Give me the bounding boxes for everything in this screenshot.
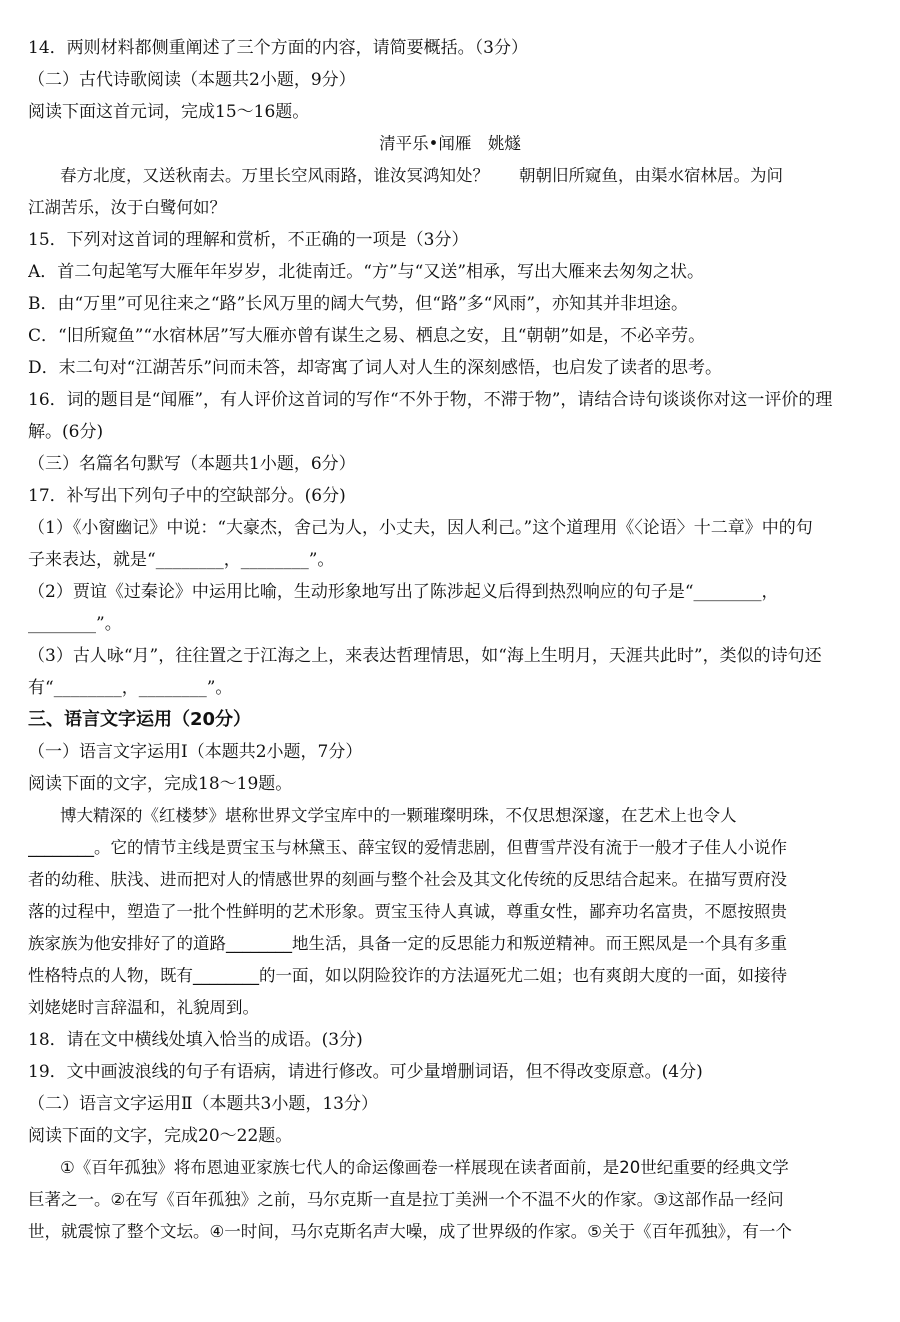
section-famous-quotes: （三）名篇名句默写（本题共1小题，6分）: [28, 454, 356, 474]
question-17-1-cont: 子来表达，就是“________，________”。: [28, 550, 335, 570]
option-a: A．首二句起笔写大雁年年岁岁，北徙南迁。“方”与“又送”相承，写出大雁来去匆匆之状。: [28, 262, 705, 282]
poem-line-2: 江湖苦乐，汝于白鹭何如？: [28, 198, 226, 217]
question-17-3-cont: 有“________，________”。: [28, 678, 233, 698]
question-17-1: （1）《小窗幽记》中说：“大豪杰，舍己为人，小丈夫，因人利己。”这个道理用《〈论语〉十二章》中的句: [28, 518, 813, 538]
option-c: C．“旧所窥鱼”“水宿林居”写大雁亦曾有谋生之易、栖息之安，且“朝朝”如是，不必辛劳。: [28, 326, 706, 346]
passage-2-line-2: 巨著之一。②在写《百年孤独》之前，马尔克斯一直是拉丁美洲一个不温不火的作家。③这部作品一经问: [28, 1190, 784, 1209]
section-language-2: （二）语言文字运用Ⅱ（本题共3小题，13分）: [28, 1094, 379, 1114]
question-17-3: （3）古人咏“月”，往往置之于江海之上，来表达哲理情思，如“海上生明月，天涯共此时”，类似的诗句还: [28, 646, 822, 666]
question-16: 16．词的题目是“闻雁”，有人评价这首词的写作“不外于物，不滞于物”，请结合诗句谈谈你对这一评价的理: [28, 390, 833, 410]
language-2-instruction: 阅读下面的文字，完成20～22题。: [28, 1126, 293, 1146]
passage-2-line-1: ①《百年孤独》将布恩迪亚家族七代人的命运像画卷一样展现在读者面前，是20世纪重要的经典文学: [60, 1158, 789, 1177]
part-three-heading: 三、语言文字运用（20分）: [28, 709, 252, 730]
poetry-instruction: 阅读下面这首元词，完成15～16题。: [28, 102, 310, 122]
option-d: D．末二句对“江湖苦乐”问而未答，却寄寓了词人对人生的深刻感悟，也启发了读者的思考。: [28, 358, 723, 378]
question-15: 15．下列对这首词的理解和赏析，不正确的一项是（3分）: [28, 230, 469, 250]
passage-1-line-3: 者的幼稚、肤浅、进而把对人的情感世界的刻画与整个社会及其文化传统的反思结合起来。在描写贾府没: [28, 870, 787, 889]
question-14: 14．两则材料都侧重阐述了三个方面的内容，请简要概括。（3分）: [28, 38, 528, 58]
question-17: 17．补写出下列句子中的空缺部分。(6分): [28, 486, 346, 506]
section-poetry-reading: （二）古代诗歌阅读（本题共2小题，9分）: [28, 70, 356, 90]
option-b: B．由“万里”可见往来之“路”长风万里的阔大气势，但“路”多“风雨”，亦知其并非坦途。: [28, 294, 689, 314]
passage-1-line-1: 博大精深的《红楼梦》堪称世界文学宝库中的一颗璀璨明珠，不仅思想深邃，在艺术上也令人: [60, 806, 737, 825]
poem-second-stanza: 朝朝旧所窥鱼，由渠水宿林居。为问: [519, 166, 783, 185]
passage-1-line-4: 落的过程中，塑造了一批个性鲜明的艺术形象。贾宝玉待人真诚，尊重女性，鄙弃功名富贵，不愿按照贵: [28, 902, 787, 921]
poem-first-stanza: 春方北度，又送秋南去。万里长空风雨路，谁汝冥鸿知处？: [60, 166, 489, 185]
question-17-2-cont: ________”。: [28, 614, 122, 634]
question-16-cont: 解。(6分): [28, 422, 104, 442]
question-19: 19．文中画波浪线的句子有语病，请进行修改。可少量增删词语，但不得改变原意。(4分): [28, 1062, 703, 1082]
passage-1-line-2: ________。它的情节主线是贾宝玉与林黛玉、薛宝钗的爱情悲剧，但曹雪芹没有流于一般才子佳人小说作: [28, 838, 787, 857]
passage-2-line-3: 世，就震惊了整个文坛。④一时间，马尔克斯名声大噪，成了世界级的作家。⑤关于《百年孤独》，有一个: [28, 1222, 792, 1241]
section-language-1: （一）语言文字运用Ⅰ（本题共2小题，7分）: [28, 742, 363, 762]
question-17-2: （2）贾谊《过秦论》中运用比喻，生动形象地写出了陈涉起义后得到热烈响应的句子是“________，: [28, 582, 779, 602]
passage-1-line-7: 刘姥姥时言辞温和，礼貌周到。: [28, 998, 259, 1017]
poem-title: 清平乐•闻雁 姚燧: [379, 134, 521, 153]
passage-1-line-5: 族家族为他安排好了的道路________地生活，具备一定的反思能力和叛逆精神。而王熙凤是一个具有多重: [28, 934, 787, 953]
poem-line-1: [60, 165, 872, 187]
language-1-instruction: 阅读下面的文字，完成18～19题。: [28, 774, 293, 794]
passage-1-line-6: 性格特点的人物，既有________的一面，如以阴险狡诈的方法逼死尤二姐；也有爽朗大度的一面，如接待: [28, 966, 787, 985]
question-18: 18．请在文中横线处填入恰当的成语。(3分): [28, 1030, 363, 1050]
